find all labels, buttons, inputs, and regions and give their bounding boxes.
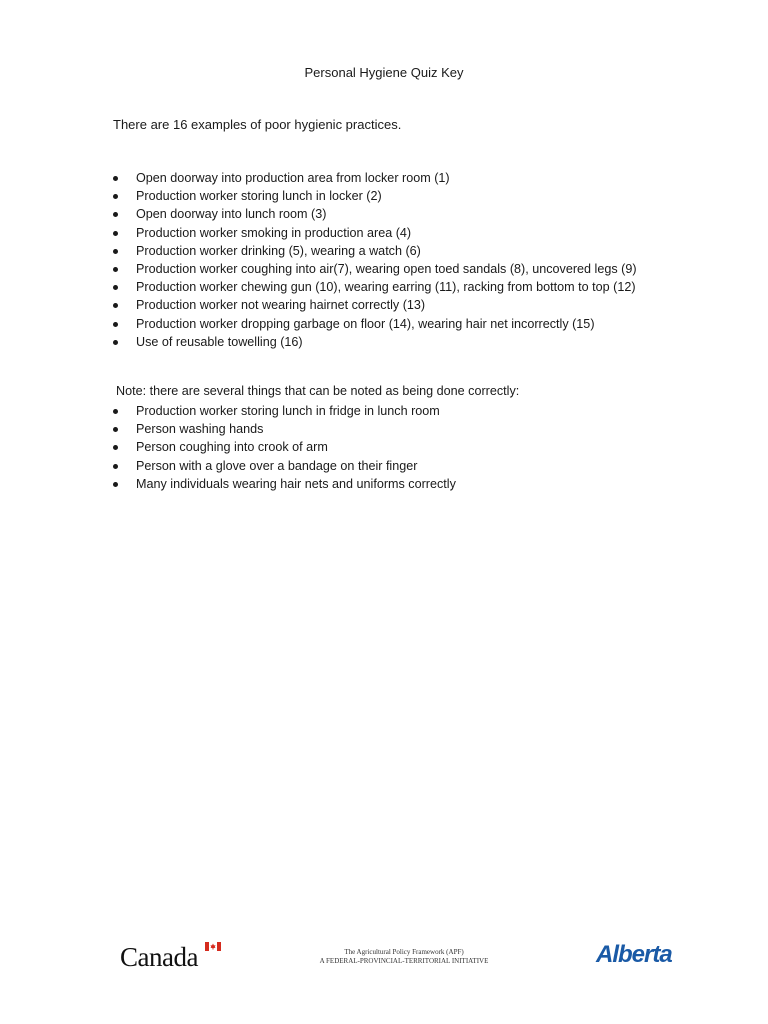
list-item-text: Person washing hands xyxy=(136,422,264,437)
list-item xyxy=(113,315,637,333)
list-item-text: Production worker not wearing hairnet correctly (13) xyxy=(136,298,426,313)
bullet-icon xyxy=(113,194,118,199)
list-item-text: Production worker chewing gun (10), wearing earring (11), racking from bottom to top (12) xyxy=(136,280,636,295)
bullet-icon xyxy=(113,212,118,217)
list-item-text: Open doorway into production area from locker room (1) xyxy=(136,171,450,185)
list-item-text: Use of reusable towelling (16) xyxy=(136,334,303,349)
list-item xyxy=(113,224,637,242)
list-item xyxy=(113,278,637,296)
good-practices-list xyxy=(113,402,456,493)
list-item xyxy=(113,402,456,420)
bullet-icon xyxy=(113,445,118,450)
canada-flag-icon xyxy=(205,942,221,951)
intro-text: There are 16 examples of poor hygienic practices. xyxy=(113,117,402,132)
list-item-text: Person coughing into crook of arm xyxy=(136,440,328,455)
list-item xyxy=(113,242,637,260)
list-item xyxy=(113,169,637,187)
alberta-wordmark: Alberta xyxy=(596,941,672,968)
bullet-icon xyxy=(113,322,118,327)
list-item xyxy=(113,296,637,314)
poor-practices-list xyxy=(113,169,637,351)
bullet-icon xyxy=(113,267,118,272)
list-item-text: Production worker storing lunch in locker (2) xyxy=(136,189,382,204)
list-item-text: Production worker coughing into air(7), wearing open toed sandals (8), uncovered legs (9) xyxy=(136,261,637,276)
bullet-icon xyxy=(113,427,118,432)
list-item-text: Production worker drinking (5), wearing a watch (6) xyxy=(136,243,421,258)
list-item-text: Production worker smoking in production area (4) xyxy=(136,225,412,240)
list-item xyxy=(113,457,456,475)
canada-wordmark: Canada xyxy=(120,942,198,972)
list-item xyxy=(113,333,637,351)
bullet-icon xyxy=(113,303,118,308)
apf-line-1: The Agricultural Policy Framework (APF) xyxy=(344,948,464,956)
apf-line-2: A FEDERAL-PROVINCIAL-TERRITORIAL INITIATIVE xyxy=(319,957,489,965)
bullet-icon xyxy=(113,464,118,469)
list-item xyxy=(113,187,637,205)
list-item-text: Many individuals wearing hair nets and uniforms correctly xyxy=(136,476,456,491)
list-item xyxy=(113,420,456,438)
note-text: Note: there are several things that can be noted as being done correctly: xyxy=(116,384,520,398)
bullet-icon xyxy=(113,340,118,345)
list-item xyxy=(113,438,456,456)
list-item-text: Open doorway into lunch room (3) xyxy=(136,207,327,222)
bullet-icon xyxy=(113,249,118,254)
list-item xyxy=(113,205,637,223)
apf-caption xyxy=(314,948,494,966)
footer-logos xyxy=(116,936,676,976)
bullet-icon xyxy=(113,409,118,414)
bullet-icon xyxy=(113,285,118,290)
list-item xyxy=(113,260,637,278)
bullet-icon xyxy=(113,231,118,236)
list-item-text: Production worker dropping garbage on floor (14), wearing hair net incorrectly (15) xyxy=(136,316,595,331)
bullet-icon xyxy=(113,482,118,487)
list-item-text: Production worker storing lunch in fridge in lunch room xyxy=(136,404,440,418)
page-title: Personal Hygiene Quiz Key xyxy=(304,65,464,80)
list-item-text: Person with a glove over a bandage on their finger xyxy=(136,458,418,473)
list-item xyxy=(113,475,456,493)
bullet-icon xyxy=(113,176,118,181)
